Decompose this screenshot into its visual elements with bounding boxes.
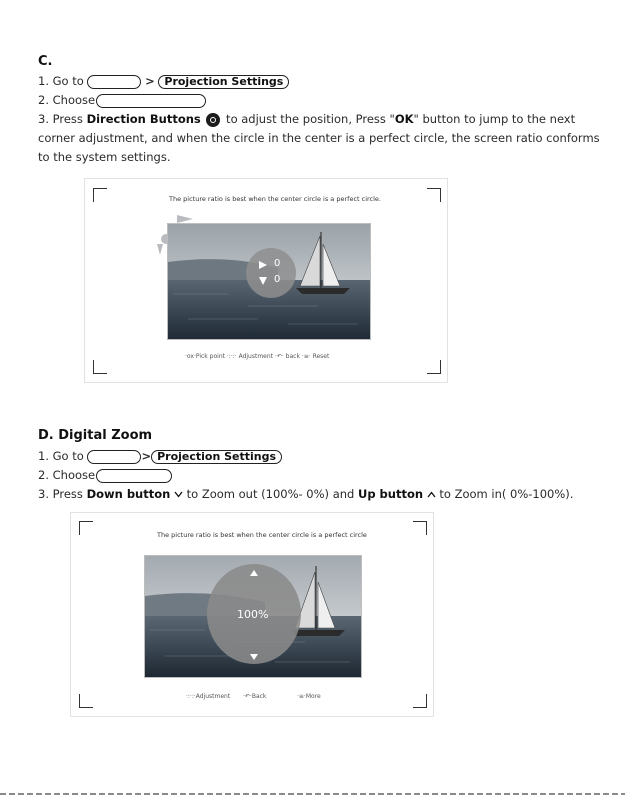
menu-pill-blank [87,450,141,464]
footer-back-hint: ·↶·Back [243,693,267,700]
corner-marker-bottom-left [79,694,93,708]
step-2-text: 2. Choose [38,468,96,482]
option-pill-blank [96,94,206,108]
value-right: 0 [274,258,281,269]
step-3-text-3: " button to jump to the next corner adjustment, and when the circle in the center is a perfect circle, the screen ratio conforms to the system settings. [38,112,600,164]
corner-marker-top-left [79,521,93,535]
step-1-text: 1. Go to [38,449,84,463]
option-pill-blank [96,469,172,483]
down-button-label: Down button [86,487,171,501]
menu-arrow: > [145,74,155,88]
corner-marker-bottom-left [93,360,107,374]
ok-label: OK [394,112,414,126]
corner-marker-top-left [93,188,107,202]
step-3-text-2: to Zoom out (100%- 0%) and [182,487,358,501]
chevron-down-icon [174,491,183,498]
section-c-heading: C. [38,54,53,69]
zoom-up-arrow-icon [250,570,258,576]
direction-buttons-label: Direction Buttons [86,112,201,126]
step-2-text: 2. Choose [38,93,96,107]
corner-marker-bottom-right [427,360,441,374]
play-right-icon [258,260,268,270]
step-3-text-1: 3. Press [38,112,87,126]
section-c-step-1 [38,72,289,91]
section-d-step-1 [38,447,282,466]
footer-adjustment-hint: ·:·:·Adjustment [186,693,231,700]
play-down-icon [258,276,268,286]
section-c-step-3 [38,110,604,167]
section-d-step-3 [38,485,573,504]
projection-settings-pill: Projection Settings [151,450,282,464]
step-3-text-3: to Zoom in( 0%-100%). [435,487,574,501]
section-d-heading: D. Digital Zoom [38,428,153,443]
sailboat-photo [144,555,362,678]
corner-marker-bottom-right [413,694,427,708]
section-c-step-2 [38,91,206,110]
step-3-text-2: to adjust the position, Press " [222,112,395,126]
digital-zoom-screen [70,512,434,717]
screen-footer-hints: ·ox·Pick point ·:·:· Adjustment ·↶· back ·≡· Reset [185,353,330,360]
projection-settings-pill: Projection Settings [158,75,289,89]
step-1-text: 1. Go to [38,74,84,88]
zoom-down-arrow-icon [250,654,258,660]
chevron-up-icon [427,491,436,498]
zoom-value: 100% [237,608,269,621]
keystone-screen [84,178,448,383]
screen-caption: The picture ratio is best when the center circle is a perfect circle [157,531,367,539]
direction-button-icon [206,113,220,127]
corner-marker-top-right [413,521,427,535]
adjust-overlay-circle [246,248,296,298]
sailboat-photo [167,223,371,340]
menu-arrow: > [141,449,152,463]
step-3-text-1: 3. Press [38,487,87,501]
menu-pill-blank [87,75,141,89]
up-button-label: Up button [357,487,424,501]
corner-marker-top-right [427,188,441,202]
value-down: 0 [274,274,281,285]
section-d-step-2 [38,466,172,485]
screen-caption: The picture ratio is best when the center circle is a perfect circle. [169,195,381,203]
footer-more-hint: ·≡·More [297,693,321,700]
